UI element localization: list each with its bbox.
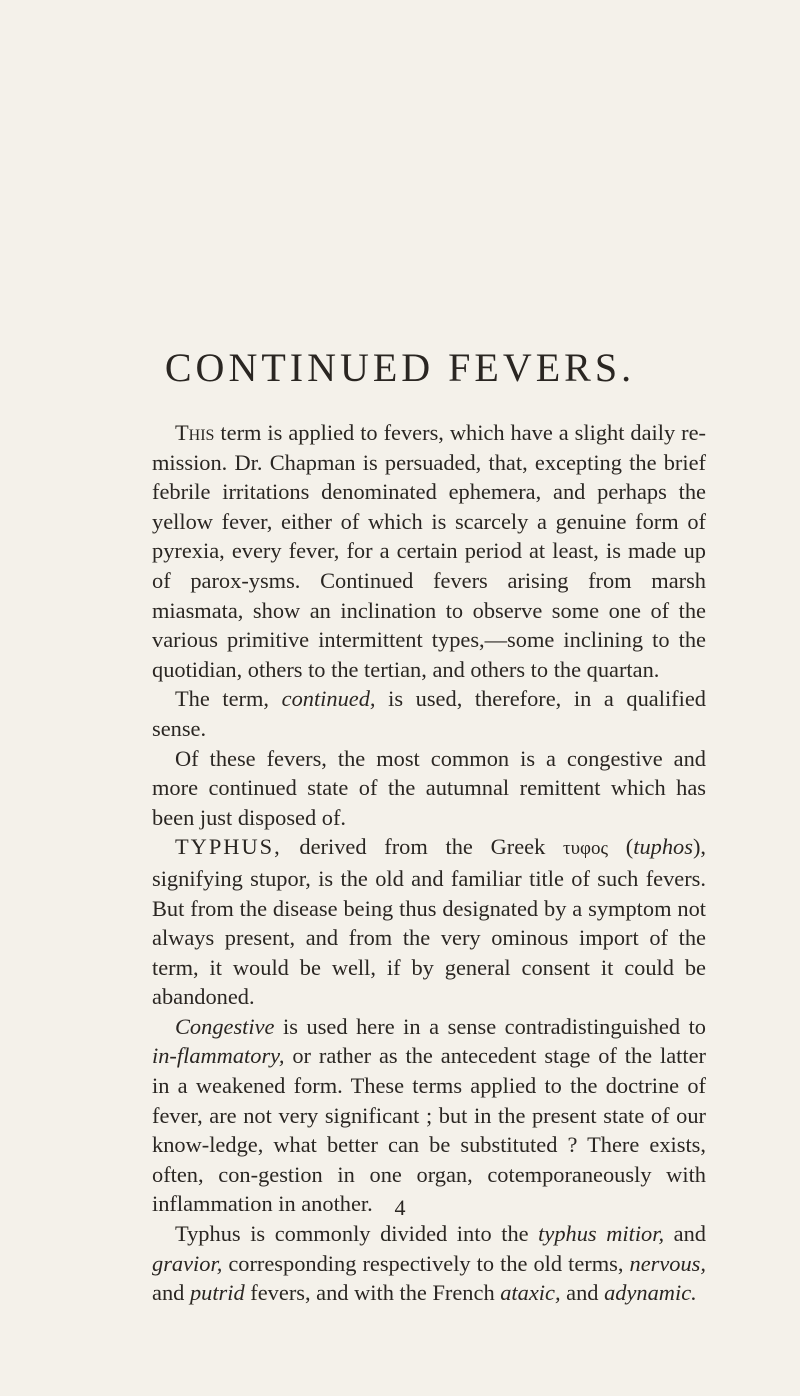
p1-lead: This bbox=[175, 420, 215, 445]
p6-a: Typhus is commonly divided into the bbox=[175, 1221, 539, 1247]
p4-b: ( bbox=[608, 834, 634, 860]
paragraph-1 bbox=[152, 418, 706, 684]
p4-greek: τυφος bbox=[563, 838, 609, 860]
p6-f: and bbox=[560, 1280, 605, 1306]
p6-e: fevers, and with the French bbox=[244, 1280, 501, 1306]
p4-a: derived from the Greek bbox=[281, 834, 563, 860]
p6-c: corresponding respectively to the old terms, bbox=[222, 1250, 630, 1276]
p1-text: term is applied to fevers, which have a slight daily re-mission. Dr. Chapman is persuaded, that, excepting the brief febrile irritations denominated ephemera, and perhaps the yellow fever, either of which is scarcely a genuine form of pyrexia, every fever, for a certain period at least, is made up of parox-ysms. Continued fevers arising from marsh miasmata, show an inclination to observe some one of the various primitive intermittent types,—some inclining to the quotidian, others to the tertian, and others to the quartan. bbox=[152, 420, 706, 682]
p6-em3: nervous, bbox=[629, 1250, 706, 1276]
page-number: 4 bbox=[394, 1195, 406, 1220]
page-title: CONTINUED FEVERS. bbox=[164, 345, 636, 390]
p6-em1: typhus mitior, bbox=[538, 1221, 665, 1247]
paragraph-5 bbox=[152, 1012, 706, 1219]
p6-em6: adynamic. bbox=[604, 1280, 697, 1306]
paragraph-3 bbox=[152, 744, 706, 833]
p5-em2: in-flammatory, bbox=[152, 1043, 285, 1069]
paragraph-6 bbox=[152, 1219, 706, 1308]
p4-c: ), signifying stupor, is the old and familiar title of such fevers. But from the disease being thus designated by a symptom not always present, and from the very ominous import of the term, it would be well, if by general consent it could be abandoned. bbox=[152, 834, 706, 1010]
p6-em5: ataxic, bbox=[500, 1280, 561, 1306]
p2-em: continued, bbox=[281, 686, 376, 712]
paragraph-4 bbox=[152, 832, 706, 1012]
body-text bbox=[152, 418, 706, 1308]
p6-em2: gravior, bbox=[152, 1250, 223, 1276]
p5-a: is used here in a sense contradistinguished to bbox=[274, 1013, 706, 1039]
p5-em1: Congestive bbox=[175, 1013, 275, 1039]
p3-text: Of these fevers, the most common is a congestive and more continued state of the autumnal remittent which has been just disposed of. bbox=[152, 745, 706, 830]
p2-a: The term, bbox=[175, 686, 282, 712]
p6-em4: putrid bbox=[189, 1280, 245, 1306]
p5-b: or rather as the antecedent stage of the latter in a weakened form. These terms applied to the doctrine of fever, are not very significant ; but in the present state of our know-ledge, what better can be substituted ? There exists, often, con-gestion in one organ, cotemporaneously with inflammation in another. bbox=[152, 1043, 706, 1217]
p2-b: is used, therefore, in a qualified sense. bbox=[152, 686, 706, 741]
p4-em: tuphos bbox=[633, 834, 693, 860]
paragraph-2 bbox=[152, 684, 706, 743]
p6-b: and bbox=[664, 1221, 706, 1247]
p4-lead: TYPHUS, bbox=[175, 834, 282, 860]
p6-d: and bbox=[152, 1280, 190, 1306]
